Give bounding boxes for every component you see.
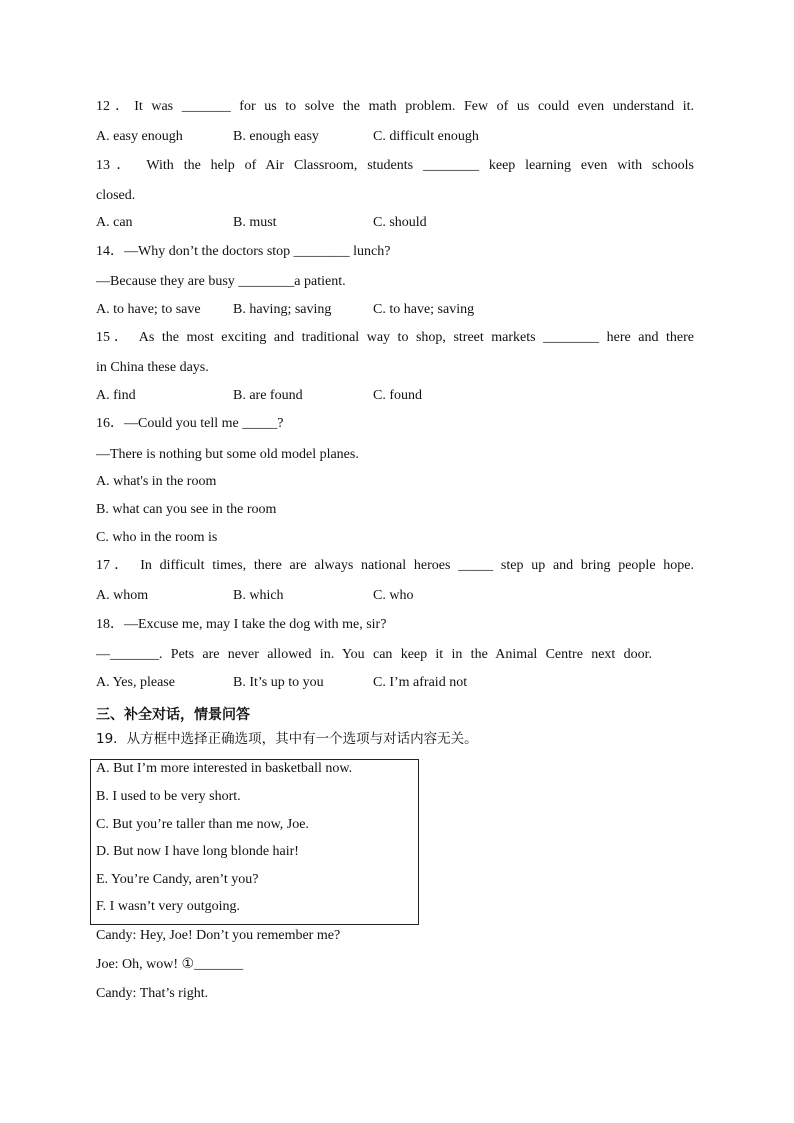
q16-option-c: C. who in the room is bbox=[96, 530, 218, 545]
q17-option-a: A. whom bbox=[96, 588, 149, 603]
question-18-stem-line1: 18．—Excuse me, may I take the dog with me, sir? bbox=[96, 617, 387, 632]
question-12-stem: 12．It was _______ for us to solve the math problem. Few of us could even understand it. bbox=[96, 99, 694, 114]
q12-option-a: A. easy enough bbox=[96, 129, 183, 144]
q18-option-a: A. Yes, please bbox=[96, 675, 175, 690]
dialogue-line-2: Joe: Oh, wow! ①_______ bbox=[96, 957, 244, 972]
q13-option-a: A. can bbox=[96, 215, 133, 230]
box-option-b: B. I used to be very short. bbox=[96, 789, 241, 804]
q18-option-b: B. It’s up to you bbox=[233, 675, 324, 690]
question-15-stem-line1: 15． As the most exciting and traditional way to shop, street markets ________ here and there bbox=[96, 330, 694, 345]
q12-option-b: B. enough easy bbox=[233, 129, 319, 144]
box-option-c: C. But you’re taller than me now, Joe. bbox=[96, 817, 309, 832]
q18-option-c: C. I’m afraid not bbox=[373, 675, 468, 690]
q17-option-c: C. who bbox=[373, 588, 414, 603]
q15-option-a: A. find bbox=[96, 388, 136, 403]
box-option-e: E. You’re Candy, aren’t you? bbox=[96, 872, 259, 887]
box-option-f: F. I wasn’t very outgoing. bbox=[96, 899, 241, 914]
q16-option-a: A. what's in the room bbox=[96, 474, 217, 489]
question-18-stem-line2: —_______. Pets are never allowed in. You can keep it in the Animal Centre next door. bbox=[96, 647, 652, 662]
q15-option-b: B. are found bbox=[233, 388, 303, 403]
q16-option-b: B. what can you see in the room bbox=[96, 502, 277, 517]
q12-option-c: C. difficult enough bbox=[373, 129, 479, 144]
question-15-stem-line2: in China these days. bbox=[96, 360, 209, 375]
q15-option-c: C. found bbox=[373, 388, 422, 403]
section-3-heading: 三、补全对话，情景问答 bbox=[96, 707, 250, 723]
q13-option-c: C. should bbox=[373, 215, 427, 230]
q13-option-b: B. must bbox=[233, 215, 277, 230]
dialogue-line-3: Candy: That’s right. bbox=[96, 986, 209, 1001]
question-13-stem-line1: 13． With the help of Air Classroom, students ________ keep learning even with schools bbox=[96, 158, 694, 173]
question-14-stem-line2: —Because they are busy ________a patient. bbox=[96, 274, 346, 289]
q14-option-c: C. to have; saving bbox=[373, 302, 475, 317]
question-16-stem-line1: 16．—Could you tell me _____? bbox=[96, 416, 284, 431]
question-19-instruction: 19．从方框中选择正确选项，其中有一个选项与对话内容无关。 bbox=[96, 731, 478, 747]
question-17-stem: 17． In difficult times, there are always national heroes _____ step up and bring people hope. bbox=[96, 558, 694, 573]
question-14-stem-line1: 14．—Why don’t the doctors stop ________ lunch? bbox=[96, 244, 391, 259]
box-option-a: A. But I’m more interested in basketball now. bbox=[96, 761, 353, 776]
box-option-d: D. But now I have long blonde hair! bbox=[96, 844, 299, 859]
dialogue-line-1: Candy: Hey, Joe! Don’t you remember me? bbox=[96, 928, 341, 943]
question-16-stem-line2: —There is nothing but some old model planes. bbox=[96, 447, 359, 462]
q14-option-b: B. having; saving bbox=[233, 302, 332, 317]
question-13-stem-line2: closed. bbox=[96, 188, 136, 203]
q17-option-b: B. which bbox=[233, 588, 284, 603]
q14-option-a: A. to have; to save bbox=[96, 302, 201, 317]
